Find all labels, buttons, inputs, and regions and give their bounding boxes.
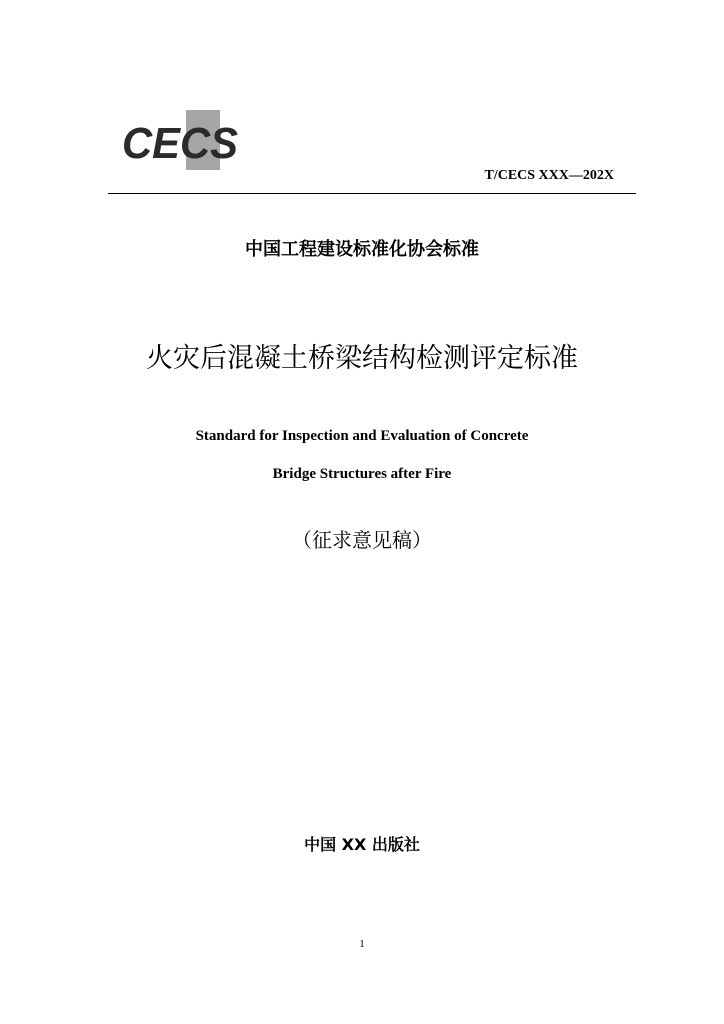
publisher-name: 中国 XX 出版社: [304, 835, 420, 854]
title-english-line1: Standard for Inspection and Evaluation of Concrete: [195, 428, 529, 444]
header-divider: [108, 193, 636, 194]
association-name: 中国工程建设标准化协会标准: [245, 239, 479, 260]
cecs-logo-icon: [120, 108, 240, 172]
standard-code: T/CECS XXX—202X: [484, 168, 614, 183]
draft-label: （征求意见稿）: [292, 528, 432, 552]
page-number: 1: [359, 938, 365, 950]
title-english-line2: Bridge Structures after Fire: [272, 466, 452, 482]
logo-text: CECS: [122, 119, 238, 168]
title-chinese: 火灾后混凝土桥梁结构检测评定标准: [146, 343, 578, 374]
